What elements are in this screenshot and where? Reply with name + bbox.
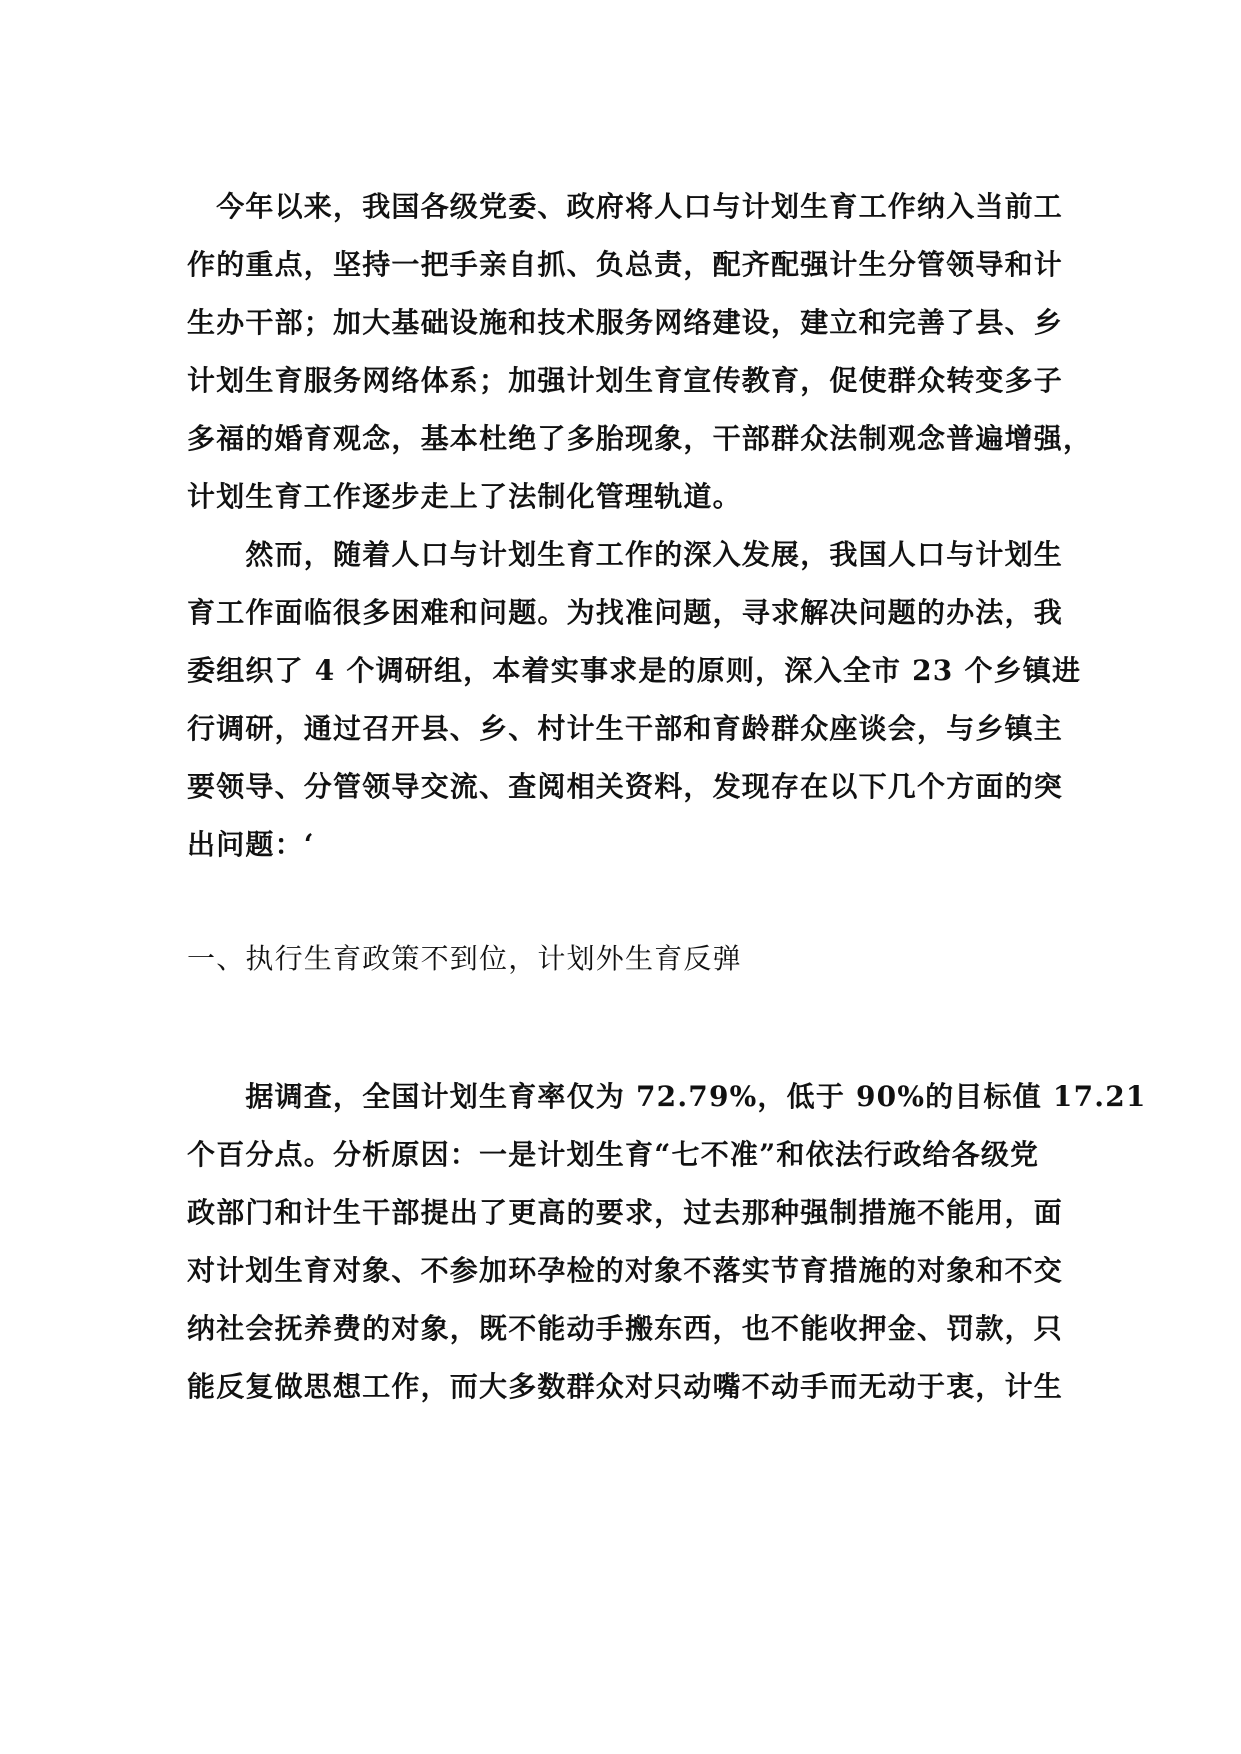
paragraph-3-line-3: 政部门和计生干部提出了更高的要求，过去那种强制措施不能用，面 <box>187 1196 1064 1229</box>
paragraph-3-line-4: 对计划生育对象、不参加环孕检的对象不落实节育措施的对象和不交 <box>187 1254 1064 1287</box>
paragraph-2-line-5: 要领导、分管领导交流、查阅相关资料，发现存在以下几个方面的突 <box>187 770 1064 803</box>
section-heading-1: 一、执行生育政策不到位，计划外生育反弹 <box>187 942 742 975</box>
paragraph-3-line-6: 能反复做思想工作，而大多数群众对只动嘴不动手而无动于衷，计生 <box>187 1370 1064 1403</box>
paragraph-2-line-6: 出问题：‘ <box>187 828 315 861</box>
paragraph-1-line-5: 多福的婚育观念，基本杜绝了多胎现象，干部群众法制观念普遍增强， <box>187 422 1093 455</box>
paragraph-3-line-1: 据调查，全国计划生育率仅为 72.79%，低于 90%的目标值 17.21 <box>187 1080 1147 1113</box>
paragraph-3-line-5: 纳社会抚养费的对象，既不能动手搬东西，也不能收押金、罚款，只 <box>187 1312 1064 1345</box>
paragraph-2-line-1: 然而，随着人口与计划生育工作的深入发展，我国人口与计划生 <box>187 538 1064 571</box>
paragraph-1-line-4: 计划生育服务网络体系；加强计划生育宣传教育，促使群众转变多子 <box>187 364 1064 397</box>
paragraph-2-line-3: 委组织了 4 个调研组，本着实事求是的原则，深入全市 23 个乡镇进 <box>187 654 1082 687</box>
paragraph-1-line-2: 作的重点，坚持一把手亲自抓、负总责，配齐配强计生分管领导和计 <box>187 248 1064 281</box>
paragraph-2-line-4: 行调研，通过召开县、乡、村计生干部和育龄群众座谈会，与乡镇主 <box>187 712 1064 745</box>
paragraph-1-line-3: 生办干部；加大基础设施和技术服务网络建设，建立和完善了县、乡 <box>187 306 1064 339</box>
paragraph-1-line-1: 今年以来，我国各级党委、政府将人口与计划生育工作纳入当前工 <box>187 190 1064 223</box>
paragraph-3-line-2: 个百分点。分析原因：一是计划生育“七不准”和依法行政给各级党 <box>187 1138 1040 1171</box>
paragraph-1-line-6: 计划生育工作逐步走上了法制化管理轨道。 <box>187 480 742 513</box>
paragraph-2-line-2: 育工作面临很多困难和问题。为找准问题，寻求解决问题的办法，我 <box>187 596 1064 629</box>
